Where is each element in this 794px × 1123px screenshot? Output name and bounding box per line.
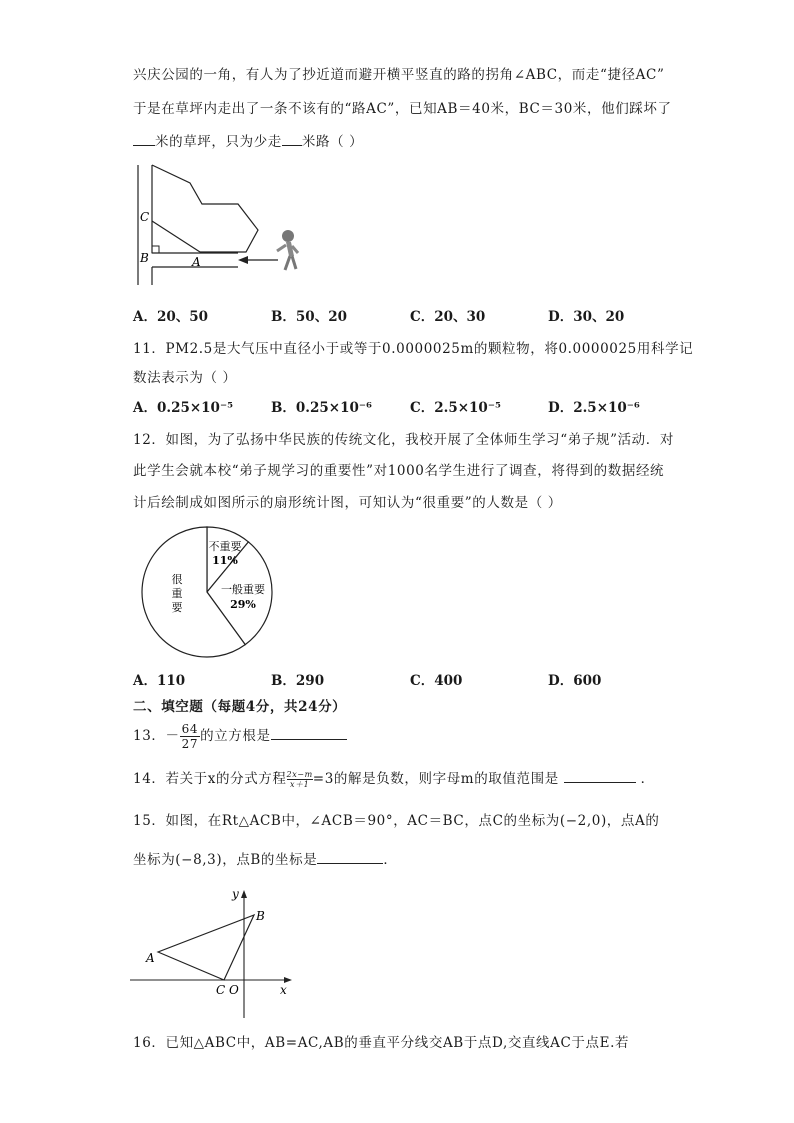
q12-line2: 此学生会就本校“弟子规学习的重要性”对1000名学生进行了调查，将得到的数据经统 [133, 463, 665, 479]
q12-line1: 12．如图，为了弘扬中华民族的传统文化，我校开展了全体师生学习“弟子规”活动．对 [133, 432, 674, 448]
q10-figure [128, 160, 318, 290]
q16-line1: 16．已知△ABC中，AB=AC,AB的垂直平分线交AB于点D,交直线AC于点E.若 [133, 1035, 630, 1051]
q11-option-c[interactable]: C．2.5×10⁻⁵ [410, 400, 501, 416]
slice-label-yibanzhongyao: 一般重要 [221, 583, 265, 596]
q10-option-a[interactable]: A．20、50 [133, 309, 209, 325]
answer-blank[interactable] [317, 851, 383, 864]
q10-line3-b: 米路（ ） [301, 134, 364, 150]
q14-mid: =3的解是负数，则字母m的取值范围是 [312, 771, 559, 787]
origin-label: O [229, 983, 239, 997]
q12-option-b[interactable]: B．290 [271, 673, 325, 689]
q11-option-d[interactable]: D．2.5×10⁻⁶ [548, 400, 640, 416]
answer-blank[interactable] [282, 133, 302, 146]
q13-prefix: 13．－ [133, 728, 180, 744]
point-b-label: B [256, 909, 265, 923]
q15-line2-end: ． [383, 852, 398, 868]
q10-line1: 兴庆公园的一角，有人为了抄近道而避开横平竖直的路的拐角∠ABC，而走“捷径AC” [133, 67, 665, 83]
q14-prefix: 14．若关于x的分式方程 [133, 771, 287, 787]
q15-line2-text: 坐标为(−8,3)，点B的坐标是 [133, 852, 318, 868]
q11-line2: 数法表示为（ ） [133, 370, 237, 386]
q14-fraction [287, 770, 313, 789]
walker-icon [277, 230, 298, 270]
axis-label-y: y [232, 887, 239, 901]
triangle-acb [158, 915, 254, 980]
right-angle-mark [152, 246, 159, 253]
axis-label-x: x [280, 983, 287, 997]
slice-label-henzhongyao-1: 很 [171, 573, 183, 586]
q13-den: 27 [181, 737, 199, 751]
q12-pie-chart [140, 525, 280, 665]
q10-option-d[interactable]: D．30、20 [548, 309, 625, 325]
arrow-head [238, 256, 248, 264]
q10-line2: 于是在草坪内走出了一条不该有的“路AC”，已知AB＝40米，BC＝30米，他们踩坏了 [133, 101, 672, 117]
q10-line3-a: 米的草坪，只为少走 [155, 134, 282, 150]
q13-fraction [180, 722, 200, 751]
label-c: C [140, 210, 150, 224]
q10-line3 [133, 133, 363, 151]
q11-option-b[interactable]: B．0.25×10⁻⁶ [271, 400, 372, 416]
point-c-label: C [216, 983, 226, 997]
q13-line [133, 719, 347, 753]
q12-option-a[interactable]: A．110 [133, 673, 186, 689]
section-title: 二、填空题（每题4分，共24分） [133, 699, 347, 715]
q12-option-d[interactable]: D．600 [548, 673, 602, 689]
label-b: B [140, 251, 149, 265]
q13-suffix: 的立方根是 [200, 728, 271, 744]
y-axis-arrow [241, 890, 247, 898]
q13-num: 64 [181, 722, 199, 736]
answer-blank[interactable] [564, 770, 636, 783]
q10-option-b[interactable]: B．50、20 [271, 309, 347, 325]
q14-line [133, 766, 655, 792]
q14-end: ． [640, 771, 655, 787]
q11-option-a[interactable]: A．0.25×10⁻⁵ [133, 400, 233, 416]
answer-blank[interactable] [133, 133, 155, 146]
q12-line3: 计后绘制成如图所示的扇形统计图，可知认为“很重要”的人数是（ ） [133, 495, 562, 511]
slice-label-henzhongyao-3: 要 [171, 601, 183, 614]
q15-figure [130, 882, 300, 1022]
slice-label-buzhongyao: 不重要 [208, 540, 242, 553]
point-a-label: A [146, 951, 155, 965]
slice-value-buzhongyao: 11% [212, 554, 238, 567]
q15-line1: 15．如图，在Rt△ACB中，∠ACB＝90°，AC＝BC，点C的坐标为(−2,0)，点A的 [133, 813, 660, 829]
answer-blank[interactable] [271, 727, 347, 740]
slice-value-yibanzhongyao: 29% [230, 598, 256, 611]
q14-num: 2x−m [286, 770, 313, 779]
q12-option-c[interactable]: C．400 [410, 673, 463, 689]
q15-line2 [133, 851, 397, 869]
label-a: A [192, 255, 201, 269]
q14-den: x＋1 [289, 780, 310, 789]
slice-label-henzhongyao-2: 重 [171, 587, 183, 600]
q10-option-c[interactable]: C．20、30 [410, 309, 486, 325]
lawn-boundary [152, 165, 258, 252]
q11-line1: 11．PM2.5是大气压中直径小于或等于0.0000025m的颗粒物，将0.0000025用科学记 [133, 341, 694, 357]
